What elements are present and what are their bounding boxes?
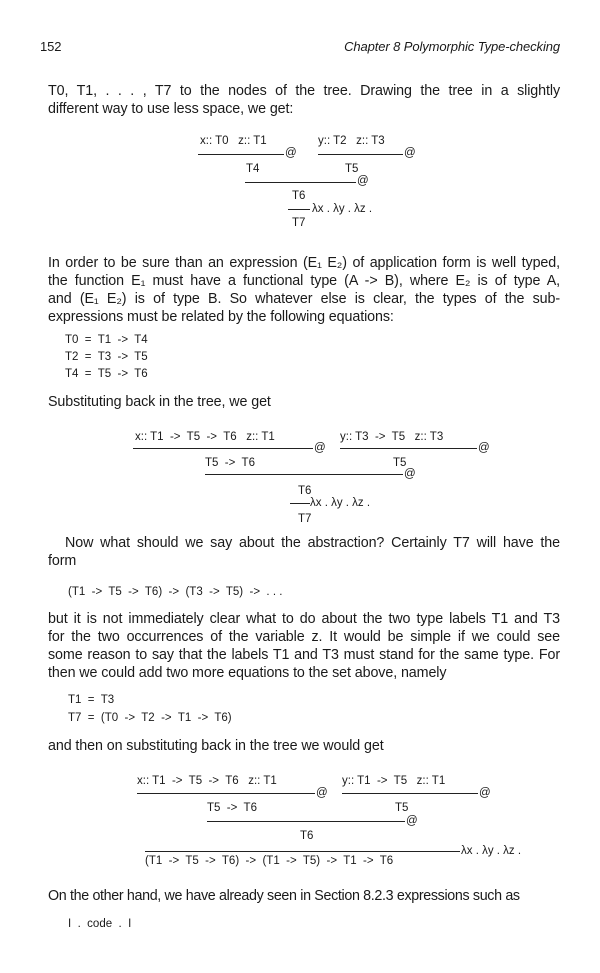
tree-rule (198, 154, 284, 155)
tree-leaf-right: y:: T3 -> T5 z:: T3 (340, 431, 444, 443)
apply-marker: @ (314, 442, 326, 454)
tree-rule (342, 793, 478, 794)
apply-marker: @ (357, 175, 369, 187)
text-line: Now what should we say about the abstraction? Certainly T7 will have the (65, 535, 560, 551)
page-number: 152 (40, 39, 62, 54)
tree-leaf-left: x:: T1 -> T5 -> T6 z:: T1 (137, 775, 277, 787)
lambda-label: λx . λy . λz . (461, 845, 522, 857)
text-line: different way to use less space, we get: (48, 101, 294, 117)
tree-rule (145, 851, 460, 852)
apply-marker: @ (406, 815, 418, 827)
tree-node: T7 (298, 513, 312, 525)
tree-node: T5 (345, 163, 359, 175)
tree-rule (133, 448, 313, 449)
tree-node: T5 -> T6 (205, 457, 255, 469)
text-line: but it is not immediately clear what to do about the two type labels T1 and T3 (48, 611, 560, 627)
lambda-label: λx . λy . λz . (310, 497, 371, 509)
tree-rule (288, 209, 310, 210)
text-line: then we could add two more equations to the set above, namely (48, 665, 447, 681)
text-line: and (E₁ E₂) is of type B. So whatever else is clear, the types of the sub- (48, 291, 560, 307)
apply-marker: @ (316, 787, 328, 799)
tree-node: (T1 -> T5 -> T6) -> (T1 -> T5) -> T1 -> T6 (145, 855, 394, 867)
tree-rule (207, 821, 405, 822)
tree-node: T6 (300, 830, 314, 842)
tree-rule (205, 474, 403, 475)
code-line: (T1 -> T5 -> T6) -> (T3 -> T5) -> . . . (68, 586, 283, 598)
tree-node: T5 -> T6 (207, 802, 257, 814)
tree-leaf-right: y:: T1 -> T5 z:: T1 (342, 775, 446, 787)
tree-rule (318, 154, 403, 155)
apply-marker: @ (479, 787, 491, 799)
tree-leaf-left: x:: T1 -> T5 -> T6 z:: T1 (135, 431, 275, 443)
text-line: In order to be sure than an expression (E₁ E₂) of application form is well typed, (48, 255, 560, 271)
lambda-label: λx . λy . λz . (312, 203, 373, 215)
tree-node: T5 (395, 802, 409, 814)
apply-marker: @ (478, 442, 490, 454)
text-line: some reason to say that the labels T1 and T3 must stand for the same type. For (48, 647, 560, 663)
tree-leaf-left: x:: T0 z:: T1 (200, 135, 267, 147)
text-line: for the two occurrences of the variable z. It would be simple if we could see (48, 629, 560, 645)
tree-rule (290, 503, 310, 504)
tree-node: T6 (298, 485, 312, 497)
paragraph-7: On the other hand, we have already seen in Section 8.2.3 expressions such as (48, 888, 520, 904)
equation: T2 = T3 -> T5 (65, 351, 148, 363)
text-line: T0, T1, . . . , T7 to the nodes of the tree. Drawing the tree in a slightly (48, 83, 560, 99)
text-line: expressions must be related by the following equations: (48, 309, 394, 325)
tree-leaf-right: y:: T2 z:: T3 (318, 135, 385, 147)
tree-node: T6 (292, 190, 306, 202)
tree-rule (137, 793, 315, 794)
equation: T4 = T5 -> T6 (65, 368, 148, 380)
apply-marker: @ (404, 147, 416, 159)
tree-node: T4 (246, 163, 260, 175)
code-line: I . code . I (68, 918, 132, 930)
tree-rule (245, 182, 356, 183)
tree-node: T7 (292, 217, 306, 229)
text-line: form (48, 553, 77, 569)
apply-marker: @ (285, 147, 297, 159)
chapter-title: Chapter 8 Polymorphic Type-checking (344, 39, 560, 54)
equation: T7 = (T0 -> T2 -> T1 -> T6) (68, 712, 232, 724)
tree-node: T5 (393, 457, 407, 469)
text-line: the function E₁ must have a functional type (A -> B), where E₂ is of type A, (48, 273, 560, 289)
apply-marker: @ (404, 468, 416, 480)
paragraph-3: Substituting back in the tree, we get (48, 394, 271, 410)
equation: T1 = T3 (68, 694, 115, 706)
paragraph-6: and then on substituting back in the tree we would get (48, 738, 384, 754)
equation: T0 = T1 -> T4 (65, 334, 148, 346)
tree-rule (340, 448, 477, 449)
